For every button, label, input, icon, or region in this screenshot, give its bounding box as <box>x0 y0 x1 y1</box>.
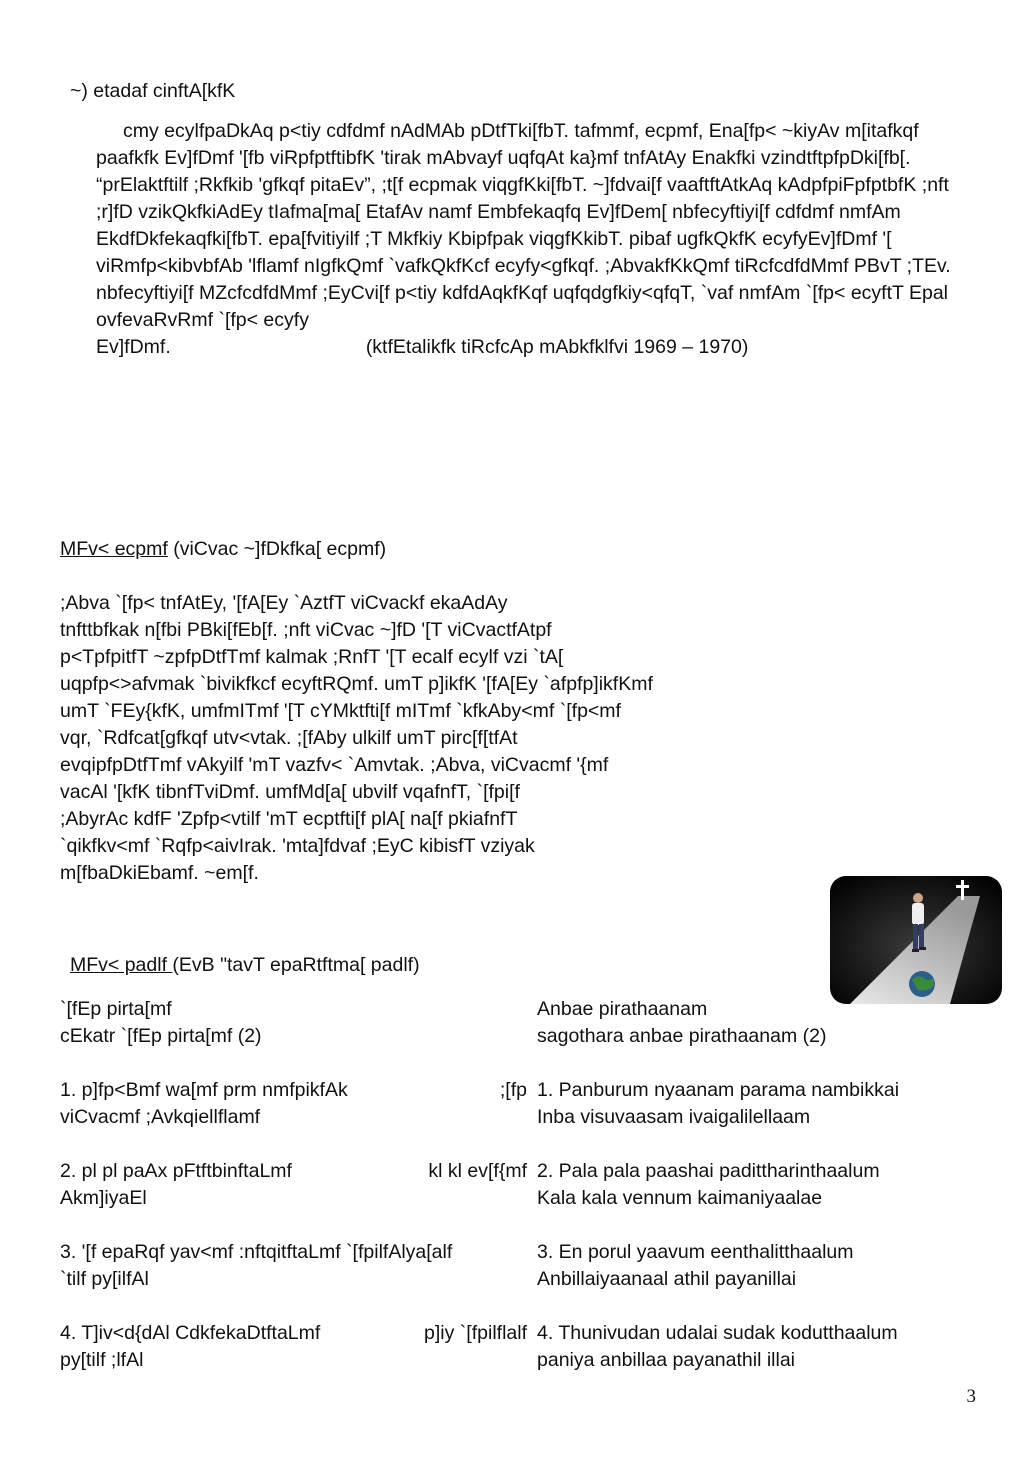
refrain-transliteration <box>537 996 970 1050</box>
lyrics-table <box>60 996 970 1401</box>
song-title <box>60 536 386 563</box>
verse-text: 3. '[f epaRqf yav<mf :nftqitftaLmf `[fpilfAlya[alf <box>60 1241 453 1263</box>
verse-line: 4. Thunivudan udalai sudak kodutthaalum <box>537 1322 898 1344</box>
verse-line: Akm]iyaEl <box>60 1187 147 1209</box>
man-walking-cross-icon <box>830 876 1002 1004</box>
verse-row <box>60 1320 970 1374</box>
intro-paragraph <box>60 590 780 887</box>
verse-line <box>60 1320 537 1347</box>
verse-transliteration <box>537 1239 970 1293</box>
paragraph-line: tnfttbfkak n[fbi PBki[fEb[f. ;nft viCvac ~]fD '[T viCvactfAtpf <box>60 619 552 641</box>
verse-text: ;[fp <box>499 1079 527 1101</box>
quote-text: cmy ecylfpaDkAq p<tiy cdfdmf nAdMAb pDtfTki[fbT. tafmmf, ecpmf, Ena[fp< ~kiyAv m[itafkqf paafkfk Ev]fDmf '[fb viRpfptftibfK 'tirak mAbvayf uqfqAt ka}mf tnfAtAy Enakfki vzindtftpfpDki[fb[. “prElaktftilf ;Rkfkib 'gfkqf pitaEv”, ;t[f ecpmak viqgfKki[fbT. ~]fdvai[f vaaftftAtkAq kAdpfpiFpfptbfK ;nft ;r]fD vzikQkfkiAdEy tIafma[ma[ EtafAv namf Embfekaqfq Ev]fDem[ nbfecyftiyi[f cdfdmf nmfAm EkdfDkfekaqfki[fbT. epa[fvitiyilf ;T Mkfkiy Kbipfpak viqgfKkibT. pibaf ugfkQkfK ecyfyEv]fDmf '[ viRmfp<kibvbfAb 'lflamf nIgfkQmf `vafkQkfKcf ecyfy<gfkqf. ;AbvakfKkQmf tiRcfcdfdMmf PBvT ;TEv. nbfecyftiyi[f MZcfcdfdMmf ;EyCvi[f p<tiy kdfdAqkfKqf uqfqdgfkiy<qfqT, `vaf nmfAm `[fp< ecyftT Epal ovfevaRvRmf `[fp< ecyfy Ev]fDmf. <box>96 120 951 358</box>
verse-row <box>60 1158 970 1212</box>
verse-line: `tilf py[ilfAl <box>60 1268 149 1290</box>
paragraph-line: vqr, `Rdfcat[gfkqf utv<vtak. ;[fAby ulkilf umT pirc[f[tfAt <box>60 727 518 749</box>
verse-tamil <box>60 1320 537 1374</box>
section-heading: ~) etadaf cinftA[kfK <box>70 80 236 102</box>
verse-line: 1. Panburum nyaanam parama nambikkai <box>537 1079 900 1101</box>
song-title-sub: (viCvac ~]fDkfka[ ecpmf) <box>167 538 387 560</box>
verse-line: 3. En porul yaavum eenthalitthaalum <box>537 1241 854 1263</box>
verse-line: Inba visuvaasam ivaigalilellaam <box>537 1106 811 1128</box>
verse-text: kl kl ev[f{mf <box>428 1160 527 1182</box>
refrain-row <box>60 996 970 1050</box>
lyrics-title-main: MFv< padlf <box>70 954 173 976</box>
verse-row <box>60 1239 970 1293</box>
paragraph-line: p<TpfpitfT ~zpfpDtfTmf kalmak ;RnfT '[T ecalf ecylf vzi `tA[ <box>60 646 564 668</box>
verse-tamil <box>60 1077 537 1131</box>
verse-transliteration <box>537 1158 970 1212</box>
paragraph-line: vacAl '[kfK tibnfTviDmf. umfMd[a[ ubvilf vqafnfT, `[fpi[f <box>60 781 520 803</box>
refrain-line: sagothara anbae pirathaanam (2) <box>537 1025 827 1047</box>
paragraph-line: `qikfkv<mf `Rqfp<aivIrak. 'mta]fdvaf ;EyC kibisfT vziyak <box>60 835 535 857</box>
refrain-line: Anbae pirathaanam <box>537 998 708 1020</box>
verse-line: paniya anbillaa payanathil illai <box>537 1349 796 1371</box>
verse-text: 1. p]fp<Bmf wa[mf prm nmfpikfAk <box>60 1079 348 1101</box>
refrain-line: cEkatr `[fEp pirta[mf (2) <box>60 1025 262 1047</box>
paragraph-line: ;Abva `[fp< tnfAtEy, '[fA[Ey `AztfT viCvackf ekaAdAy <box>60 592 508 614</box>
illustration-image <box>830 876 1002 1004</box>
refrain-tamil <box>60 996 537 1050</box>
paragraph-line: m[fbaDkiEbamf. ~em[f. <box>60 862 259 884</box>
verse-line <box>60 1239 537 1266</box>
verse-transliteration <box>537 1077 970 1131</box>
quote-block <box>96 118 951 361</box>
paragraph-line: evqipfpDtfTmf vAkyilf 'mT vazfv< `Amvtak. ;Abva, viCvacmf '{mf <box>60 754 609 776</box>
verse-line: Kala kala vennum kaimaniyaalae <box>537 1187 823 1209</box>
verse-line: 2. Pala pala paashai padittharinthaalum <box>537 1160 880 1182</box>
verse-row <box>60 1077 970 1131</box>
page-number: 3 <box>966 1386 976 1407</box>
verse-line: viCvacmf ;Avkqiellflamf <box>60 1106 261 1128</box>
verse-text: 2. pl pl paAx pFtftbinftaLmf <box>60 1160 292 1182</box>
verse-line <box>60 1158 537 1185</box>
verse-text: p]iy `[fpilflalf <box>424 1322 527 1344</box>
quote-attribution: (ktfEtalikfk tiRcfcAp mAbkfklfvi 1969 – 1970) <box>365 336 749 358</box>
lyrics-title-sub: (EvB "tavT epaRtftma[ padlf) <box>172 954 420 976</box>
paragraph-line: ;AbyrAc kdfF 'Zpfp<vtilf 'mT ecptfti[f plA[ na[f pkiafnfT <box>60 808 518 830</box>
verse-line: py[tilf ;lfAl <box>60 1349 144 1371</box>
refrain-line: `[fEp pirta[mf <box>60 998 172 1020</box>
verse-text: 4. T]iv<d{dAl CdkfekaDtftaLmf <box>60 1322 321 1344</box>
paragraph-line: umT `FEy{kfK, umfmITmf '[T cYMktfti[f mITmf `kfkAby<mf `[fp<mf <box>60 700 621 722</box>
song-title-main: MFv< ecpmf <box>60 538 168 560</box>
verse-tamil <box>60 1158 537 1212</box>
lyrics-title <box>70 952 420 979</box>
verse-tamil <box>60 1239 537 1293</box>
paragraph-line: uqpfp<>afvmak `bivikfkcf ecyftRQmf. umT p]ikfK '[fA[Ey `afpfp]ikfKmf <box>60 673 653 695</box>
verse-transliteration <box>537 1320 970 1374</box>
verse-line: Anbillaiyaanaal athil payanillai <box>537 1268 797 1290</box>
verse-line <box>60 1077 537 1104</box>
